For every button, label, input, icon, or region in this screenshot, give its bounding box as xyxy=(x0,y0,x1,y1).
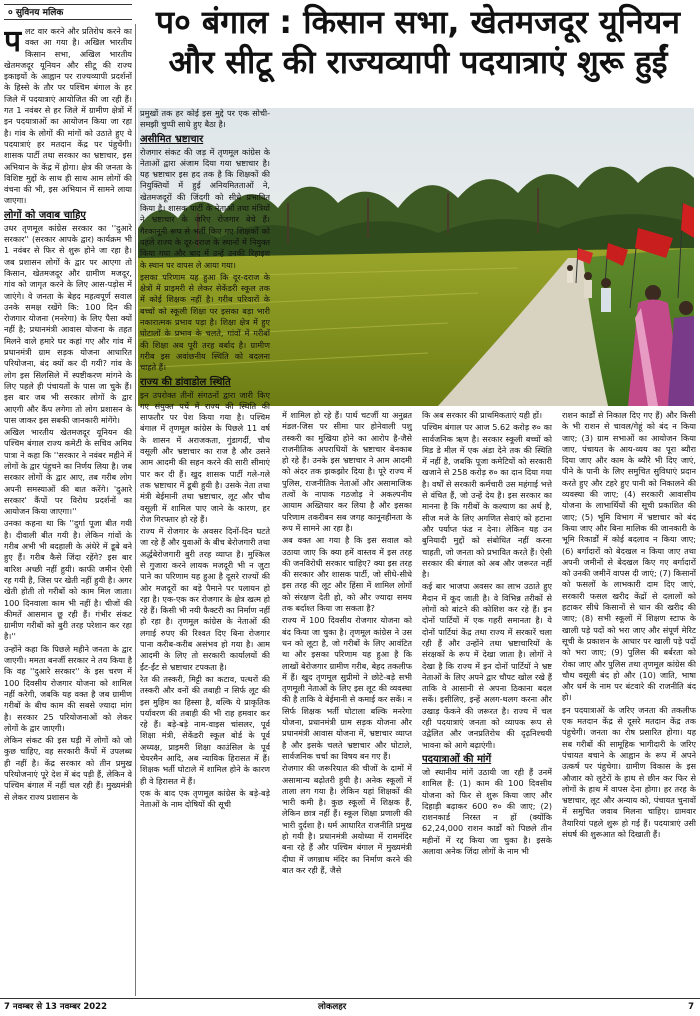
col5-p1: राशन कार्डों से निकाल दिए गए हैं) और किसी के भी राशन से चावल/गेहूं को बंद न किया जाए; (3) ग्राम सभाओं का आयोजन किया जाए, पंचायत के आय-व्यय का पूरा ब्यौरा दिया जाए और काम के ब्यौरे भी दिए जाएं, पीने के पानी के लिए समुचित सुविधाएं प्रदान करते हुए और टहरे हुए पानी को निकालने की व्यवस्था की जाए; (4) सरकारी आवासीय योजना के लाभार्थियों की सूची प्रकाशित की जाए; (5) भूमि विभाग में भ्रष्टाचार को बंद किया जाए और बिना मालिक की जानकारी के भूमि रिकार्डों में कोई बदलाव न किया जाए; (6) बर्गादारों को बेदखल न किया जाए तथा अपनी जमीनों से बेदखल किए गए बर्गादारों को उनकी जमीनें वापस दी जाएं; (7) किसानों को फसलों के लाभकारी दाम दिए जाएं, सरकारी फसल खरीद केंद्रों से दलालों को हटाकर सीधे किसानों से धान की खरीद की जाए; (8) सभी स्कूलों में शिक्षण स्टाफ के खाली पड़े पदों को भरा जाए और संपूर्ण मेरिट सूची के प्रकाशन के आधार पर खाली पड़े पदों को भरा जाए; (9) पुलिस की बर्बरता को रोका जाए और पुलिस तथा तृणमूल कांग्रेस की चौथ वसूली बंद हो और (10) जाति, भाषा और धर्म के नाम पर बंटवारे की राजनीति बंद हो। xyxy=(562,410,696,703)
page-footer xyxy=(0,998,700,1016)
col4-p3: कई बार भाजपा अवसर का लाभ उठाते हुए मैदान में कूद जाती है। वे विभिन्न तरीकों से लोगों को बांटने की कोशिश कर रहे हैं। इन दोनों पार्टियों में एक गहरी समानता है। ये दोनों पार्टियां केंद्र तथा राज्य में सरकारें चला रही हैं और उन्होंने तथा भ्रष्टाचारियों के संरक्षकों के रूप में देखा जाता है। लोगों ने देखा है कि राज्य में इन दोनों पार्टियों ने भ्रष्ट नेताओं के लिए अपने द्वार चौपट खोल रखे हैं ताकि वे आसानी से अपना ठिकाना बदल सकें। इसीलिए, इन्हें अलग-थलग करना और उखाड़ फेंकने की जरूरत है। राज्य में चल रही पदयात्राएं जनता को व्यापक रूप से उद्वेलित और जनप्रतिरोध की दृढ़निश्चयी भावना को आगे बढ़ाएंगी। xyxy=(422,581,552,750)
column-divider xyxy=(135,24,136,996)
col1-p1: उधर तृणमूल कांग्रेस सरकार का ''दुआरे सरकार'' (सरकार आपके द्वार) कार्यक्रम भी 1 नवंबर से फिर से शुरू होने जा रहा है। जब प्रशासन लोगों के द्वार पर आएगा तो किसान, खेतमजदूर और ग्रामीण मजदूर, गांव को जागृत करने के लिए आस-पड़ोस में जाएंगे। वे जनता के बेहद महत्वपूर्ण सवाल उनके समक्ष रखेंगे कि: 100 दिन की रोजगार योजना (मनरेगा) के लिए पैसा क्यों नहीं है; प्रधानमंत्री आवास योजना के तहत मिलने वाले हमारे घर कहां गए और गांव में प्रधानमंत्री ग्राम सड़क योजना आधारित परियोजना, बंद क्यों कर दी गयी? गांव के लोग इस सिलसिले में स्पष्टीकरण मांगने के लिए पहले ही पंचायतों के पास जा चुके हैं। इस बार जब भी सरकार लोगों के द्वार आएगी और कैंप लगेगा तो लोग प्रशासन के पास जाकर इस सबकी जानकारी मांगेंगे। xyxy=(4,222,132,425)
col2-heading-2: राज्य की डांवाडोल स्थिति xyxy=(140,376,231,388)
column-3 xyxy=(282,410,412,994)
byline: ० सुविनय मलिक xyxy=(4,4,132,20)
col4-p2: पश्चिम बंगाल पर आज 5.62 करोड़ रु० का सार्वजनिक ऋण है। सरकार स्कूली बच्चों को मिड डे मील में एक अंडा देने तक की स्थिति में नहीं है, जबकि पूजा कमेटियों को सरकारी खजाने से 258 करोड़ रु० का दान दिया गया है। वर्षों से सरकारी कर्मचारी उस महंगाई भत्ते से वंचित हैं, जो उन्हें देय है। इस सरकार का मानना है कि गरीबों के कल्याण का अर्थ है, सीज मजे के लिए अगणित सेवाएं को हटाना और पर्याप्त फंड न देना। लेकिन यह उन बुनियादी मुद्दों को संबोधित नहीं करना चाहती, जो जनता को प्रभावित करते हैं। ऐसी सरकार की बंगाल को अब और जरूरत नहीं है। xyxy=(422,422,552,580)
column-4 xyxy=(422,410,552,994)
column-2 xyxy=(140,108,270,994)
col4-heading: पदयात्राओं की मांगें xyxy=(422,753,492,765)
headline-line-2: और सीटू की राज्यव्यापी पदयात्राएं शुरू हुईं xyxy=(168,43,668,81)
col1-p3: उनका कहना था कि ''दुर्गा पूजा बीत गयी है। दीवाली बीत गयी है। लेकिन गांवों के गरीब अभी भी बदहाली के अंधेरे में डूबे बने हुए हैं। गरीब कैसे जिंदा रहेंगे? इस बार बारिश अच्छी नहीं हुयी। काफी जमीन ऐसी रह गयी है, जिस पर खेती नहीं हुयी है। अगर खेती होती तो गरीबों को काम मिल जाता। 100 दिनवाला काम भी नहीं है। चीजों की कीमतें आसमान छू रही हैं। गंभीर संकट ग्रामीण गरीबों को बुरी तरह परेशान कर रहा है।'' xyxy=(4,518,132,642)
col3-p4: रोजगार की जरूरियात की चीजों के दामों में असामान्य बढ़ोतरी हुयी है। अनेक स्कूलों में ताला लग गया है। लेकिन यहां शिक्षकों की भारी कमी है। कुछ स्कूलों में शिक्षक हैं, लेकिन छात्र नहीं हैं। स्कूल शिक्षा प्रणाली की भारी दुर्दशा है। धर्म आधारित राजनीति प्रमुख हो गयी है। प्रधानमंत्री अयोध्या में राममंदिर बना रहे हैं और पश्चिम बंगाल में मुख्यमंत्री दीघा में जगन्नाथ मंदिर का निर्माण करने की बात कर रही हैं, जैसे xyxy=(282,763,412,875)
col2-p3: इन उपरोक्त तीनों संगठनों द्वारा जारी किए गए संयुक्त पर्चे में राज्य की स्थिति की साफतौर पर पेश किया गया है। पश्चिम बंगाल में तृणमूल कांग्रेस के पिछले 11 वर्ष के शासन में अराजकता, गुंडागर्दी, चौथ वसूली और भ्रष्टाचार का राज है और उसने आम आदमी की सहन करने की सारी सीमाएं पार कर दी हैं। खुद शासक पार्टी गले-गले तक भ्रष्टाचार में डूबी हुयी है। उसके नेता तथा मंत्री बेईमानी तथा भ्रष्टाचार, लूट और चौथ वसूली में शामिल पाए जाने के कारण, हर रोज गिरफ्तार हो रहे हैं। xyxy=(140,389,270,524)
footer-paper-name: लोकलहर xyxy=(318,1002,347,1012)
col1-p2: अखिल भारतीय खेतमजदूर यूनियन की पश्चिम बंगाल राज्य कमेटी के सचिव अमिय पात्रा ने कहा कि ''सरकार ने नवंबर महीने में लोगों के द्वार पंहुचने का निर्णय लिया है। जब सरकार लोगों के द्वार आए, तब गरीब लोग अपनी समस्याओं की बात करेंगे। 'दुआरे सरकार' कैंपों पर विरोध प्रदर्शनों का आयोजन किया जाएगा।'' xyxy=(4,427,132,517)
col2-heading-1: असीमित भ्रष्टाचार xyxy=(140,133,204,145)
column-1 xyxy=(4,26,132,994)
col2-p1: रोजगार संकट की जड़ में तृणमूल कांग्रेस के नेताओं द्वारा अंजाम दिया गया भ्रष्टाचार है। यह भ्रष्टाचार इस हद तक है कि शिक्षकों की नियुक्तियों में हुई अनियमितताओं ने, खेतमजदूरों की जिंदगी को सीधे प्रभावित किया है। शासक पार्टी के नेताओं तथा मंत्रियों ने भ्रष्टाचार के जरिए रोजगार बेचे हैं। गैरकानूनी रूप से भर्ती किए गए शिक्षकों को पहले राज्य के दूर-दराज के स्थानों में नियुक्त किया गया और बाद में उन्हें उनकी रिहाइश के स्थान पर वापस ले आया गया। xyxy=(140,146,270,270)
col2-p4: राज्य में रोजगार के अवसर दिनों-दिन घटते जा रहे हैं और युवाओं के बीच बेरोजगारी तथा अर्द्धबेरोजगारी बुरी तरह व्याप्त है। मुश्किल से गुजारा करने लायक मजदूरी भी न जुटा पाने का परिणाम यह हुआ है दूसरे राज्यों की ओर मजदूरों का बड़े पैमाने पर पलायन हो रहा है। एक-एक कर रोजगार के क्षेत्र खत्म हो रहे हैं। किसी भी नयी फैक्टरी का निर्माण नहीं हो रहा है। तृणमूल कांग्रेस के नेताओं की लगाई रुपए की रिश्वत दिए बिना रोजगार पाना करीब-करीब असंभव हो गया है। आम आदमी के लिए तो सरकारी कार्यालयों की ईंट-ईंट से भ्रष्टाचार टपकता है। xyxy=(140,526,270,672)
col4-p4: जो स्थानीय मांगें उठायी जा रही हैं उनमें शामिल हैं: (1) काम की 100 दिवसीय योजना को फिर से शुरू किया जाए और दिहाड़ी बढ़ाकर 600 रु० की जाए; (2) राशनकार्ड निरस्त न हों (क्योंकि 62,24,000 राशन कार्डों को पिछले तीन महीनों में रद्द किया जा चुका है। इसके अलावा अनेक जिंदा लोगों के नाम भी xyxy=(422,766,552,856)
col4-p1: कि अब सरकार की प्राथमिकताएं यही हों। xyxy=(422,410,543,420)
col2-p5: रेत की तस्करी, मिट्टी का कटाव, पत्थरों की तस्करी और वनों की तबाही न सिर्फ लूट की इस मुहिम का हिस्सा है, बल्कि ये प्राकृतिक पर्यावरण की तबाही की भी राह हमवार कर रहे हैं। बड़े-बड़े नाम-वाइस चांसलर, पूर्व शिक्षा मंत्री, सेकेंडरी स्कूल बोर्ड के पूर्व अध्यक्ष, प्राइमरी शिक्षा काउंसिल के पूर्व चेयरमैन आदि, अब न्यायिक हिरासत में हैं। शिक्षक भर्ती घोटाले में शामिल होने के कारण ही वे हिरासत में हैं। xyxy=(140,673,270,786)
col1-p5: लेकिन संकट की इस घड़ी में लोगों को जो कुछ चाहिए, वह सरकारी कैंपों में उपलब्ध ही नहीं है। केंद्र सरकार को तीन प्रमुख परियोजनाएं पूरे देश में बंद पड़ी हैं, लेकिन वे पश्चिम बंगाल में नहीं चल रही हैं। मुख्यमंत्री से लेकर राज्य प्रशासन के xyxy=(4,735,132,802)
headline xyxy=(140,2,696,82)
col5-p2: इन पदयात्राओं के जरिए जनता की तकलीफ एक मतदान केंद्र से दूसरे मतदान केंद्र तक पंहुचेगी। जनता का रोष प्रसारित होगा। यह सब गरीबों की सामूहिक भागीदारी के जरिए पंचायत बचाने के आह्वान के रूप में अपने उत्कर्ष पर पंहुचेगा। ग्रामीण विकास के इस औजार को लुटेरों के हाथ से छीन कर फिर से लोगों के हाथ में वापस देना होगा। हर तरह के भ्रष्टाचार, लूट और अन्याय को, पंचायत चुनावों में समुचित जवाब मिलना चाहिए। ग्रामवार तैयारियां पहले शुरू हो गई हैं। पदयात्राएं उसी संघर्ष की शुरूआत को दिखाती हैं। xyxy=(562,704,696,839)
col1-heading: लोगों को जवाब चाहिए xyxy=(4,209,86,221)
col2-p6: एक के बाद एक तृणमूल कांग्रेस के बड़े-बड़े नेताओं के नाम दोषियों की सूची xyxy=(140,787,270,810)
col3-p3: राज्य में 100 दिवसीय रोजगार योजना को बंद किया जा चुका है। तृणमूल कांग्रेस ने उस धन को लूटा है, जो गरीबों के लिए आवंटित था और इसका परिणाम यह हुआ है कि लाखों बेरोजगार ग्रामीण गरीब, बेहद तकलीफ में हैं। खुद तृणमूल सुप्रीमो ने छोटे-बड़े सभी तृणमूली नेताओं के लिए इस लूट की व्यवस्था की है ताकि वे बेईमानी से कमाई कर सकें। न सिर्फ शिक्षक भर्ती घोटाला बल्कि मनरेगा योजना, प्रधानमंत्री ग्राम सड़क योजना और प्रधानमंत्री आवास योजना में, भ्रष्टाचार व्याप्त है और इसके चलते भ्रष्टाचार और घोटाले, सार्वजनिक चर्चा का विषय बन गए हैं। xyxy=(282,615,412,761)
col3-p1: में शामिल हो रहे हैं। पार्थ चटर्जी या अनुब्रत मंडल-जिस पर सीमा पार होनेवाली पशु तस्करी का मुखिया होने का आरोप है-जैसे राजनीतिक अपराधियों के भ्रष्टाचार बेनकाब हो रहे हैं। उनके इस भ्रष्टाचार ने आम आदमी को अंदर तक झकझोर दिया है। पूरे राज्य में पुलिस, राजनीतिक नेताओं और असामाजिक तत्वों के नापाक गठजोड़ ने अकल्पनीय आयाम अख्तियार कर लिया है और इसका परिणाम तकरीबन सब जगह कानूनहीनता के रूप में सामने आ रहा है। xyxy=(282,410,412,533)
footer-page-number: 7 xyxy=(688,1002,694,1012)
headline-line-1: प० बंगाल : किसान सभा, खेतमजदूर यूनियन xyxy=(155,3,681,41)
column-5 xyxy=(562,410,696,994)
col2-p2: इसका परिणाम यह हुआ कि दूर-दराज के क्षेत्रों में प्राइमरी से लेकर सेकेंडरी स्कूल तक में कोई शिक्षक नहीं है। गरीब परिवारों के बच्चों को स्कूली शिक्षा पर इसका बड़ा भारी नकारात्मक प्रभाव पड़ा है। शिक्षा क्षेत्र में हुए घोटालों के प्रभाव के चलते, गांवों में गरीबों की शिक्षा अब पूरी तरह बर्बाद है। ग्रामीण गरीब इस अवांछनीय स्थिति को बदलना चाहते हैं। xyxy=(140,271,270,373)
dropcap: प xyxy=(4,26,22,59)
col1-p4: उन्होंने कहा कि पिछले महीने जनता के द्वार जाएगी। ममता बनर्जी सरकार ने तय किया है कि वह ''दुआरे सरकार'' के इस चरण में 100 दिवसीय रोजगार योजना को शामिल नहीं करेगी, जबकि यह वक्त है जब ग्रामीण गरीबों के बीच काम की सबसे ज्यादा मांग है। सरकार 25 परियोजनाओं को लेकर लोगों के द्वार जाएगी। xyxy=(4,643,132,733)
footer-date: 7 नवम्बर से 13 नवम्बर 2022 xyxy=(4,1002,108,1012)
col1-intro: लट वार करने और प्रतिरोध करने का वक्त आ गया है। अखिल भारतीय किसान सभा, अखिल भारतीय खेतमजदूर यूनियन और सीटू की राज्य इकाइयों के आह्वान पर राज्यव्यापी प्रदर्शनों के हिस्से के तौर पर पश्चिम बंगाल के हर जिले में पदयात्राएं आयोजित की जा रही हैं। गत 1 नवंबर से हर जिले में ग्रामीण क्षेत्रों में इन पदयात्राओं का आयोजन किया जा रहा है। गांव के लोगों की मांगों को उठाते हुए ये पदयात्राएं हर मतदान केंद्र पर पंहुचेंगी। शासक पार्टी तथा सरकार का भ्रष्टाचार, इस अभियान के केंद्र में होगा। क्षेत्र की जनता के विशिष्ट मुद्दों के साथ ही साथ आम लोगों की वंचना की भी, इस अभियान में सामने लाया जाएगा। xyxy=(4,26,132,206)
col2-p0: प्रमुखों तक हर कोई इस मुद्दे पर एक सोची-समझी चुप्पी साधे हुए बैठा है। xyxy=(140,108,270,130)
col3-p2: अब वक्त आ गया है कि इस सवाल को उठाया जाए कि क्या हमें वास्तव में इस तरह की जनविरोधी सरकार चाहिए? क्या इस तरह की सरकार और शासक पार्टी, जो सीधे-सीधे इस तरह की लूट और हिंसा में शामिल लोगों को संरक्षण देती हो, को और ज्यादा समय तक बर्दाश्त किया जा सकता है? xyxy=(282,535,412,614)
